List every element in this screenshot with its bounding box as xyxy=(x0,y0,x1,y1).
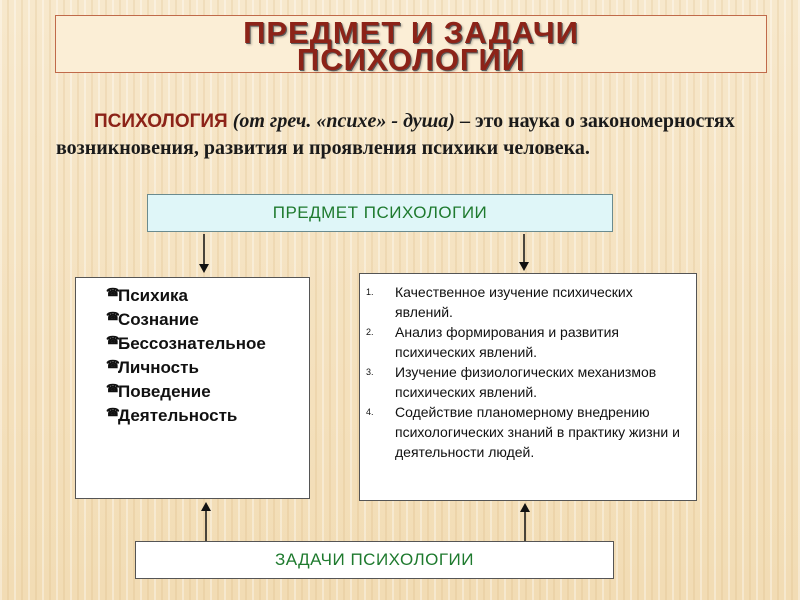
task-items-box xyxy=(359,273,697,501)
task-item xyxy=(366,402,688,462)
subject-item xyxy=(106,308,309,332)
task-item-text: Изучение физиологических механизмов психических явлений. xyxy=(395,364,657,400)
subject-item-label: Психика xyxy=(118,286,188,305)
subject-items-box xyxy=(75,277,310,499)
phone-icon: ☎ xyxy=(106,359,120,371)
phone-icon: ☎ xyxy=(106,287,120,299)
task-item-text: Содействие планомерному внедрению психологических знаний в практику жизни и деятельности людей. xyxy=(395,404,680,460)
subject-item-label: Деятельность xyxy=(118,406,238,425)
phone-icon: ☎ xyxy=(106,407,120,419)
subject-item-label: Сознание xyxy=(118,310,199,329)
definition-etymology: (от греч. «психе» - душа) xyxy=(232,110,455,132)
task-item xyxy=(366,282,688,322)
arrow-up-left xyxy=(200,501,212,541)
definition-term: ПСИХОЛОГИЯ xyxy=(94,111,228,132)
definition-rest: – это наука о закономерностях возникновения, развития и проявления психики человека. xyxy=(56,110,735,159)
task-item-number: 3. xyxy=(366,367,374,377)
slide-title xyxy=(56,15,766,77)
task-items-list xyxy=(366,282,688,462)
arrow-to-subject-items xyxy=(198,234,210,274)
task-item-number: 1. xyxy=(366,287,374,297)
task-item-text: Анализ формирования и развития психических явлений. xyxy=(395,324,619,360)
task-item-number: 4. xyxy=(366,407,374,417)
task-item xyxy=(366,362,688,402)
task-item xyxy=(366,322,688,362)
subject-item xyxy=(106,284,309,308)
title-box xyxy=(55,15,767,77)
title-line-1: ПРЕДМЕТ И ЗАДАЧИ xyxy=(243,15,579,50)
subject-item-label: Личность xyxy=(118,358,199,377)
phone-icon: ☎ xyxy=(106,335,120,347)
subject-box: ПРЕДМЕТ ПСИХОЛОГИИ xyxy=(147,194,613,232)
subject-item xyxy=(106,380,309,404)
subject-item xyxy=(106,356,309,380)
subject-item-label: Бессознательное xyxy=(118,334,266,353)
arrow-up-right xyxy=(519,502,531,541)
subject-item-label: Поведение xyxy=(118,382,211,401)
task-item-number: 2. xyxy=(366,327,374,337)
definition-text xyxy=(56,108,756,162)
subject-item xyxy=(106,332,309,356)
phone-icon: ☎ xyxy=(106,383,120,395)
subject-item xyxy=(106,404,309,428)
subject-items-list xyxy=(106,284,309,428)
phone-icon: ☎ xyxy=(106,311,120,323)
title-line-2: ПСИХОЛОГИИ xyxy=(296,42,526,77)
task-item-text: Качественное изучение психических явлений. xyxy=(395,284,633,320)
arrow-to-task-items xyxy=(518,234,530,272)
tasks-box: ЗАДАЧИ ПСИХОЛОГИИ xyxy=(135,541,614,579)
